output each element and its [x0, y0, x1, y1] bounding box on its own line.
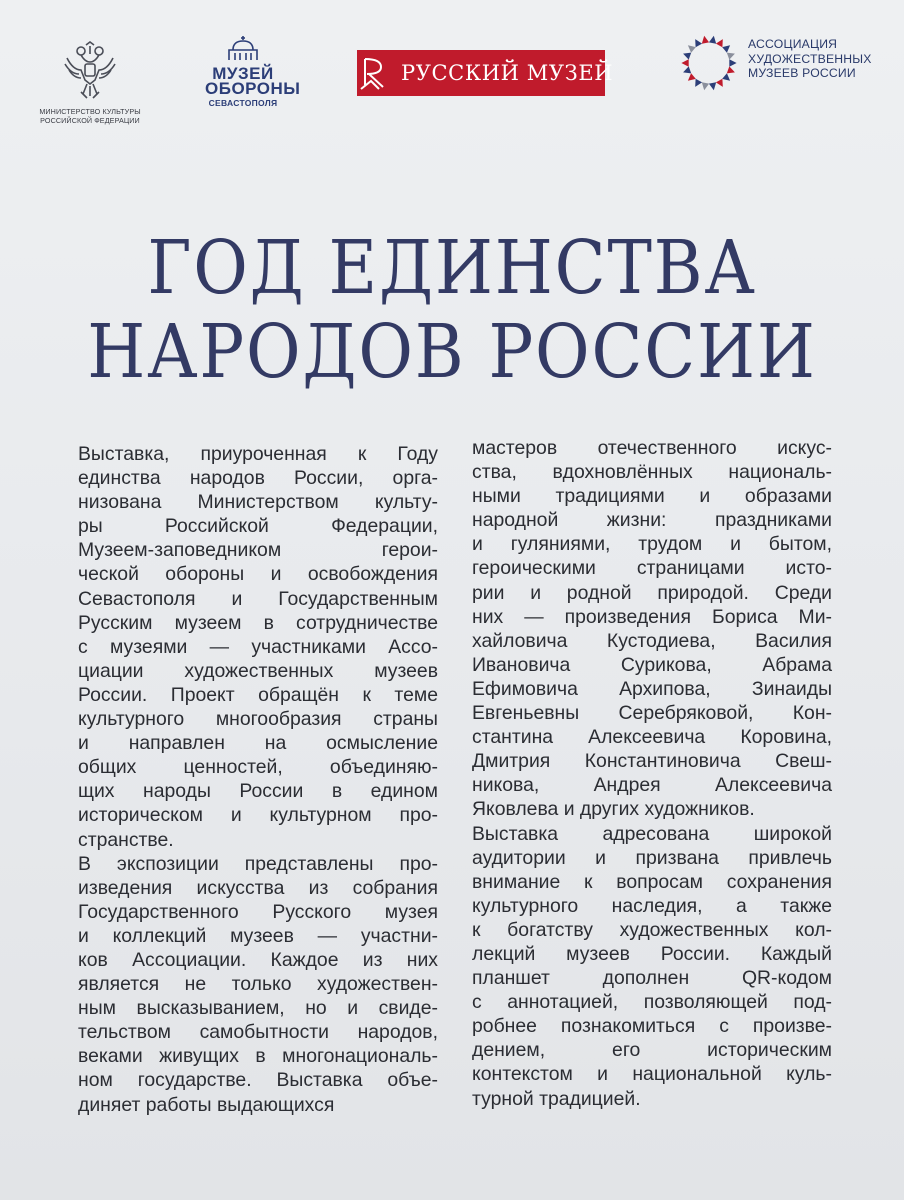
text-line: В экспозиции представлены про- [78, 852, 438, 875]
ring-triangle [716, 39, 723, 47]
russian-museum-monogram-icon [357, 50, 391, 96]
text-line: Дмитрия Константиновича Свеш- [472, 750, 832, 773]
text-line: с музеями — участниками Ассо- [78, 635, 438, 658]
ring-triangle [709, 82, 716, 90]
text-line: ков Ассоциации. Каждое из них [78, 948, 438, 971]
museum-line-1: МУЗЕЙ [212, 64, 274, 83]
ring-triangle [688, 73, 696, 81]
right-text-column [472, 436, 832, 1111]
text-line: рии и родной природой. Среди [472, 581, 832, 604]
text-line: и направлен на осмысление [78, 732, 438, 755]
ministry-of-culture-logo [30, 40, 150, 125]
text-line: хайловича Кустодиева, Василия [472, 629, 832, 652]
museum-line-2: ОБОРОНЫ [205, 79, 301, 98]
ring-triangle [683, 53, 691, 60]
text-line: дением, его историческим [472, 1039, 832, 1062]
ring-triangle [683, 66, 691, 73]
text-line: Ивановича Сурикова, Абрама [472, 653, 832, 676]
association-line-1: АССОЦИАЦИЯ [748, 37, 838, 51]
ring-triangle [727, 66, 735, 73]
text-line: и коллекций музеев — участни- [78, 924, 438, 947]
text-line: мастеров отечественного искус- [472, 437, 832, 459]
text-line: и гуляниями, трудом и бытом, [472, 533, 832, 556]
title-line-2: НАРОДОВ РОССИИ [87, 309, 817, 395]
text-line: ными традициями и образами [472, 485, 832, 508]
text-line: общих ценностей, объединяю- [78, 756, 438, 779]
text-line: щих народы России в едином [78, 780, 438, 803]
art-museums-association-logo [676, 30, 886, 100]
association-ring-icon [676, 30, 742, 96]
ministry-caption-line-2: РОССИЙСКОЙ ФЕДЕРАЦИИ [40, 115, 140, 125]
text-line: контекстом и национальной куль- [472, 1063, 832, 1086]
text-line: ным высказыванием, но и свиде- [78, 997, 438, 1020]
left-text-column [78, 442, 438, 1117]
association-line-3: МУЗЕЕВ РОССИИ [748, 66, 856, 80]
ring-triangle [695, 39, 702, 47]
text-line: героическими страницами исто- [472, 557, 832, 580]
text-line: ном государстве. Выставка объе- [78, 1069, 438, 1092]
ring-triangle [688, 45, 696, 53]
ring-triangle [681, 59, 688, 66]
russian-museum-logo [357, 50, 614, 96]
ring-triangle [722, 73, 730, 81]
text-line: Выставка, приуроченная к Году [78, 443, 438, 465]
panorama-dome-icon [223, 34, 263, 62]
text-line: стантина Алексеевича Коровина, [472, 726, 832, 749]
text-line: циации художественных музеев [78, 659, 438, 682]
text-line: Севастополя и Государственным [78, 587, 438, 610]
double-headed-eagle-icon [59, 40, 121, 102]
text-line: Русским музеем в сотрудничестве [78, 611, 438, 634]
text-line: ческой обороны и освобождения [78, 563, 438, 586]
text-line: робнее познакомиться с произве- [472, 1015, 832, 1038]
museum-line-3: СЕВАСТОПОЛЯ [208, 98, 278, 108]
association-line-2: ХУДОЖЕСТВЕННЫХ [748, 51, 872, 66]
text-line: культурного наследия, а также [472, 894, 832, 917]
text-line: ры Российской Федерации, [78, 515, 438, 538]
text-line: Музеем-заповедником герои- [78, 539, 438, 562]
text-line: турной традицией. [472, 1087, 641, 1110]
ring-triangle [709, 36, 716, 44]
page-title [45, 226, 859, 394]
ring-triangle [722, 45, 730, 53]
text-line: внимание к вопросам сохранения [472, 870, 832, 893]
text-line: изведения искусства из собрания [78, 876, 438, 899]
text-line: с аннотацией, позволяющей под- [472, 991, 832, 1014]
text-line: низована Министерством культу- [78, 491, 438, 514]
text-line: народной жизни: праздниками [472, 509, 832, 532]
ring-triangle [695, 79, 702, 87]
logo-row [0, 0, 904, 140]
ring-triangle [716, 79, 723, 87]
text-line: является не только художествен- [78, 973, 438, 996]
text-line: Ефимовича Архипова, Зинаиды [472, 677, 832, 700]
ring-triangle [729, 59, 736, 66]
text-line: ства, вдохновлённых националь- [472, 461, 832, 484]
text-line: единства народов России, орга- [78, 467, 438, 490]
text-line: к богатству художественных кол- [472, 918, 832, 941]
text-line: историческом и культурном про- [78, 804, 438, 827]
text-line: аудитории и призвана привлечь [472, 846, 832, 869]
title-line-1: ГОД ЕДИНСТВА [147, 225, 757, 311]
text-line: никова, Андрея Алексеевича [472, 774, 832, 797]
text-line: странстве. [78, 828, 174, 851]
text-line: Евгеньевны Серебряковой, Кон- [472, 702, 832, 725]
text-line: культурного многообразия страны [78, 708, 438, 731]
ministry-caption-line-1: МИНИСТЕРСТВО КУЛЬТУРЫ [39, 107, 141, 116]
text-line: диняет работы выдающихся [78, 1093, 335, 1116]
ring-triangle [702, 82, 709, 90]
text-line: веками живущих в многонациональ- [78, 1045, 438, 1068]
russian-museum-label: РУССКИЙ МУЗЕЙ [401, 61, 614, 85]
text-line: лекций музеев России. Каждый [472, 942, 832, 965]
text-line: Яковлева и других художников. [472, 798, 755, 821]
ring-triangle [702, 36, 709, 44]
text-line: планшет дополнен QR-кодом [472, 967, 832, 990]
sevastopol-defense-museum-logo [205, 34, 301, 108]
ring-triangle [727, 53, 735, 60]
text-line: России. Проект обращён к теме [78, 683, 438, 706]
text-line: них — произведения Бориса Ми- [472, 605, 832, 628]
text-line: Выставка адресована широкой [472, 822, 832, 845]
text-line: Государственного Русского музея [78, 900, 438, 923]
text-line: тельством самобытности народов, [78, 1021, 438, 1044]
